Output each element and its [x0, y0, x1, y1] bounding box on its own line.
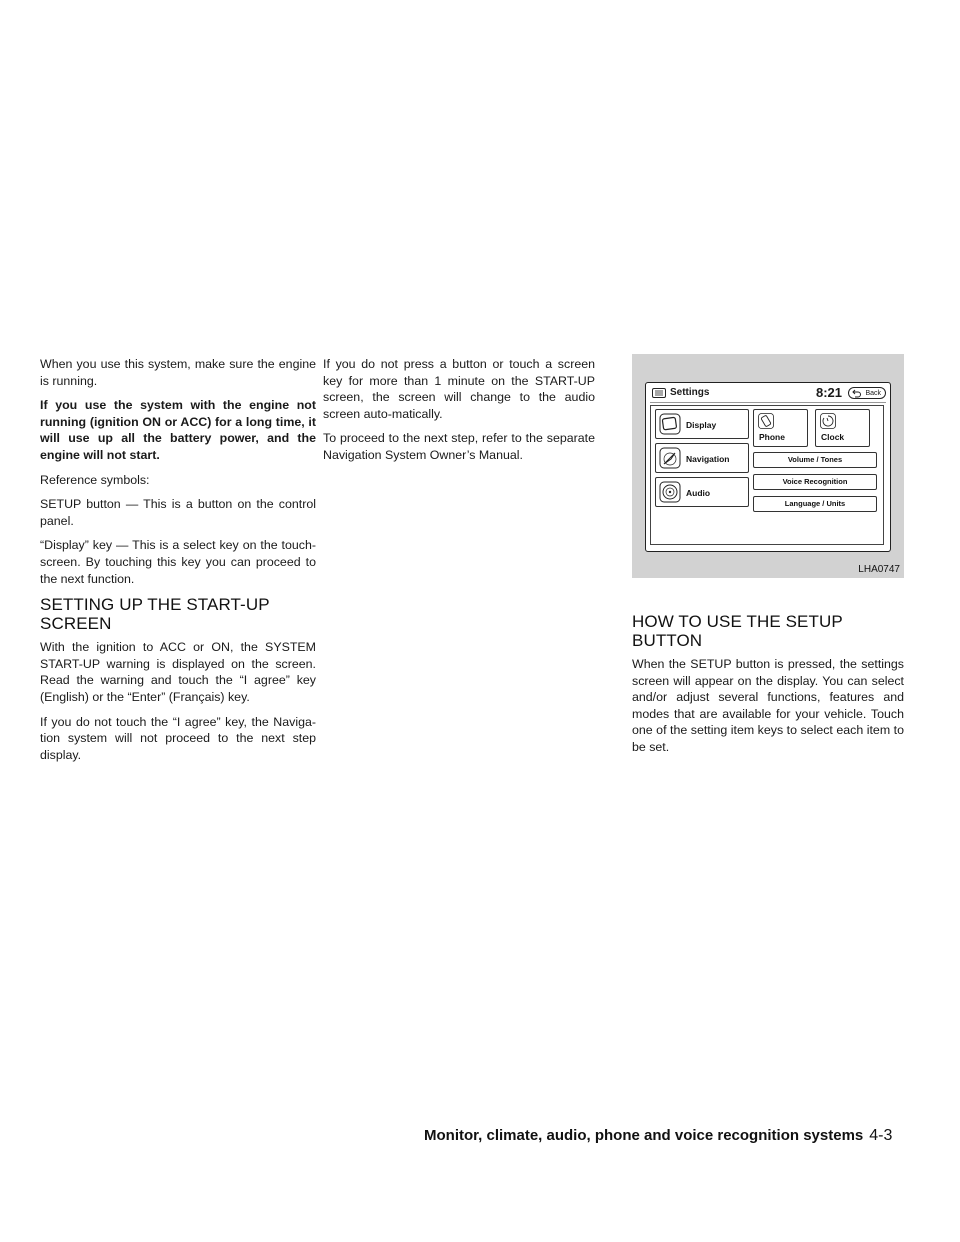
footer-section-title: Monitor, climate, audio, phone and voice recognition systems: [424, 1127, 864, 1144]
paragraph-setup-button: SETUP button — This is a button on the control panel.: [40, 497, 316, 528]
paragraph-engine-running: When you use this system, make sure the engine is running.: [40, 357, 316, 388]
paragraph-startup-warning: With the ignition to ACC or ON, the SYSTEM START-UP warning is displayed on the screen. Read the warning and touch the “I agree” key (English) or the “Enter” (Français) key.: [40, 640, 316, 704]
screen-title: Settings: [670, 387, 710, 398]
back-button[interactable]: [848, 387, 886, 399]
back-label: Back: [865, 390, 881, 397]
heading-setup-button: HOW TO USE THE SETUP BUTTON: [632, 612, 843, 650]
language-units-button[interactable]: Language / Units: [753, 496, 877, 512]
paragraph-settings-screen: When the SETUP button is pressed, the settings screen will appear on the display. You can select and/or adjust several functions, features and modes that are available for your vehicle. Touch one of the setting item keys to select each item to be set.: [632, 657, 904, 754]
paragraph-timeout: If you do not press a button or touch a screen key for more than 1 minute on the START-UP screen, the screen will change to the audio screen auto-matically.: [323, 357, 595, 421]
page-number: 4-3: [869, 1127, 893, 1144]
page-footer: [424, 1127, 892, 1145]
audio-button[interactable]: [655, 477, 749, 507]
audio-icon: [659, 481, 681, 503]
warning-battery: If you use the system with the engine not running (ignition ON or ACC) for a long time, it will use up all the battery power, and the engine will not start.: [40, 398, 316, 462]
compass-icon: [659, 447, 681, 469]
volume-tones-button[interactable]: Volume / Tones: [753, 452, 877, 468]
column-middle: [323, 356, 595, 472]
column-left: [40, 356, 316, 771]
menu-icon: [652, 388, 666, 398]
back-arrow-icon: [852, 389, 861, 398]
navigation-button[interactable]: [655, 443, 749, 473]
navigation-label: Navigation: [686, 454, 730, 464]
settings-panel: [650, 405, 884, 545]
paragraph-next-step: To proceed to the next step, refer to the separate Navigation System Owner’s Manual.: [323, 431, 595, 462]
clock-label: Clock: [821, 432, 845, 442]
paragraph-i-agree: If you do not touch the “I agree” key, the Naviga-tion system will not proceed to the next step display.: [40, 714, 316, 762]
display-button[interactable]: [655, 409, 749, 439]
heading-startup-screen: SETTING UP THE START-UP SCREEN: [40, 595, 270, 634]
paragraph-reference-symbols: Reference symbols:: [40, 472, 150, 487]
clock-icon: [820, 413, 836, 429]
settings-screen: [645, 382, 891, 552]
display-icon: [659, 413, 681, 435]
phone-label: Phone: [759, 432, 785, 442]
phone-button[interactable]: [753, 409, 808, 447]
column-right: [632, 612, 904, 764]
audio-label: Audio: [686, 488, 711, 498]
voice-recognition-button[interactable]: Voice Recognition: [753, 474, 877, 490]
screen-clock: 8:21: [815, 385, 842, 400]
display-label: Display: [686, 420, 717, 430]
screen-header: [650, 386, 886, 403]
paragraph-display-key: “Display” key — This is a select key on the touch-screen. By touching this key you can proceed to the next function.: [40, 538, 316, 586]
figure-code: LHA0747: [858, 564, 900, 575]
settings-screen-figure: [632, 354, 904, 578]
clock-button[interactable]: [815, 409, 870, 447]
phone-icon: [758, 413, 774, 429]
